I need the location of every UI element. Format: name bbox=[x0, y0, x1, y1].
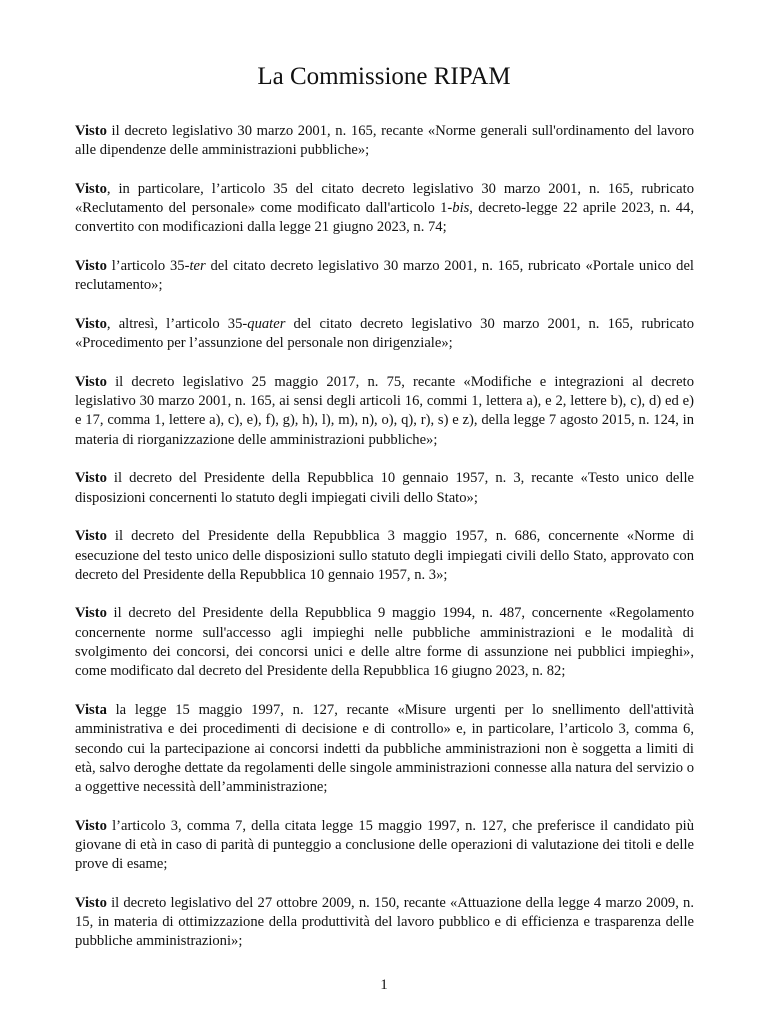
paragraph-italic-text: bis bbox=[452, 200, 470, 217]
paragraph-text: la legge 15 maggio 1997, n. 127, recante «Misure urgenti per lo snellimento dell'attività amministrativa e dei procedimenti di decisione e di controllo» e, in particolare, l’articolo 3, comma 6, secondo cui la partecipazione ai concorsi indetti da pubbliche amministrazioni non è soggetta a limiti di età, salvo deroghe dettate da regolamenti delle singole amministrazioni connesse alla natura del servizio o a oggettive necessità dell’amministrazione; bbox=[75, 701, 694, 796]
paragraph-text: il decreto legislativo del 27 ottobre 2009, n. 150, recante «Attuazione della legge 4 marzo 2009, n. 15, in materia di ottimizzazione della produttività del lavoro pubblico e di efficienza e trasparenza delle pubbliche amministrazioni»; bbox=[75, 894, 694, 950]
paragraph bbox=[75, 817, 694, 875]
paragraph-text: il decreto del Presidente della Repubblica 9 maggio 1994, n. 487, concernente «Regolamento concernente norme sull'accesso agli impieghi nelle pubbliche amministrazioni e le modalità di svolgimento dei concorsi, dei concorsi unici e delle altre forme di assunzione nei pubblici impieghi», come modificato dal decreto del Presidente della Repubblica 16 giugno 2023, n. 82; bbox=[75, 605, 694, 680]
paragraph-text: del citato decreto legislativo 30 marzo 2001, n. 165, rubricato «Procedimento per l’assunzione del personale non dirigenziale»; bbox=[75, 315, 694, 352]
paragraph-lead: Visto bbox=[75, 817, 107, 834]
paragraph-text: il decreto legislativo 25 maggio 2017, n. 75, recante «Modifiche e integrazioni al decreto legislativo 30 marzo 2001, n. 165, ai sensi degli articoli 16, commi 1, lettera a), e 2, lettere b), c), d) ed e) e 17, comma 1, lettere a), c), e), f), g), h), l), m), n), o), q), r), s) e z), della legge 7 agosto 2015, n. 124, in materia di riorganizzazione delle amministrazioni pubbliche»; bbox=[75, 373, 694, 448]
paragraph-text: , decreto-legge 22 aprile 2023, n. 44, convertito con modificazioni dalla legge 21 giugno 2023, n. 74; bbox=[75, 200, 694, 236]
paragraph bbox=[75, 469, 694, 508]
paragraph bbox=[75, 122, 694, 161]
document-body bbox=[75, 122, 694, 971]
paragraph-text: il decreto legislativo 30 marzo 2001, n. 165, recante «Norme generali sull'ordinamento del lavoro alle dipendenze delle amministrazioni pubbliche»; bbox=[75, 123, 694, 159]
paragraph-text: l’articolo 3, comma 7, della citata legge 15 maggio 1997, n. 127, che preferisce il candidato più giovane di età in caso di parità di punteggio a conclusione delle operazioni di valutazione dei titoli e delle prove di esame; bbox=[75, 817, 694, 873]
paragraph bbox=[75, 527, 694, 585]
paragraph-lead: Visto bbox=[75, 605, 107, 622]
paragraph-text: del citato decreto legislativo 30 marzo 2001, n. 165, rubricato «Portale unico del reclutamento»; bbox=[75, 258, 694, 294]
paragraph bbox=[75, 257, 694, 296]
page-number: 1 bbox=[380, 977, 388, 993]
document-title: La Commissione RIPAM bbox=[257, 63, 511, 90]
paragraph bbox=[75, 180, 694, 238]
paragraph bbox=[75, 604, 694, 681]
paragraph-lead: Visto bbox=[75, 123, 107, 139]
paragraph-lead: Vista bbox=[75, 701, 107, 718]
paragraph-lead: Visto bbox=[75, 470, 107, 487]
paragraph bbox=[75, 315, 694, 354]
paragraph-text: il decreto del Presidente della Repubblica 10 gennaio 1957, n. 3, recante «Testo unico delle disposizioni concernenti lo statuto degli impiegati civili dello Stato»; bbox=[75, 470, 694, 506]
paragraph-lead: Visto bbox=[75, 258, 107, 275]
paragraph bbox=[75, 373, 694, 450]
paragraph-text: , in particolare, l’articolo 35 del citato decreto legislativo 30 marzo 2001, n. 165, rubricato «Reclutamento del personale» come modificato dall'articolo 1- bbox=[75, 180, 694, 217]
paragraph-italic-text: quater bbox=[247, 315, 286, 332]
paragraph-lead: Visto bbox=[75, 528, 107, 545]
paragraph-italic-text: ter bbox=[189, 258, 206, 275]
paragraph bbox=[75, 894, 694, 952]
paragraph-lead: Visto bbox=[75, 373, 107, 390]
paragraph-text: l’articolo 35- bbox=[106, 258, 190, 275]
paragraph-text: il decreto del Presidente della Repubblica 3 maggio 1957, n. 686, concernente «Norme di esecuzione del testo unico delle disposizioni sullo statuto degli impiegati civili dello Stato, approvato con decreto del Presidente della Repubblica 10 gennaio 1957, n. 3»; bbox=[75, 528, 694, 583]
paragraph-lead: Visto bbox=[75, 180, 107, 197]
paragraph-lead: Visto bbox=[75, 315, 107, 332]
paragraph-lead: Visto bbox=[75, 894, 107, 911]
paragraph-text: , altresì, l’articolo 35- bbox=[106, 315, 248, 332]
paragraph bbox=[75, 701, 694, 797]
